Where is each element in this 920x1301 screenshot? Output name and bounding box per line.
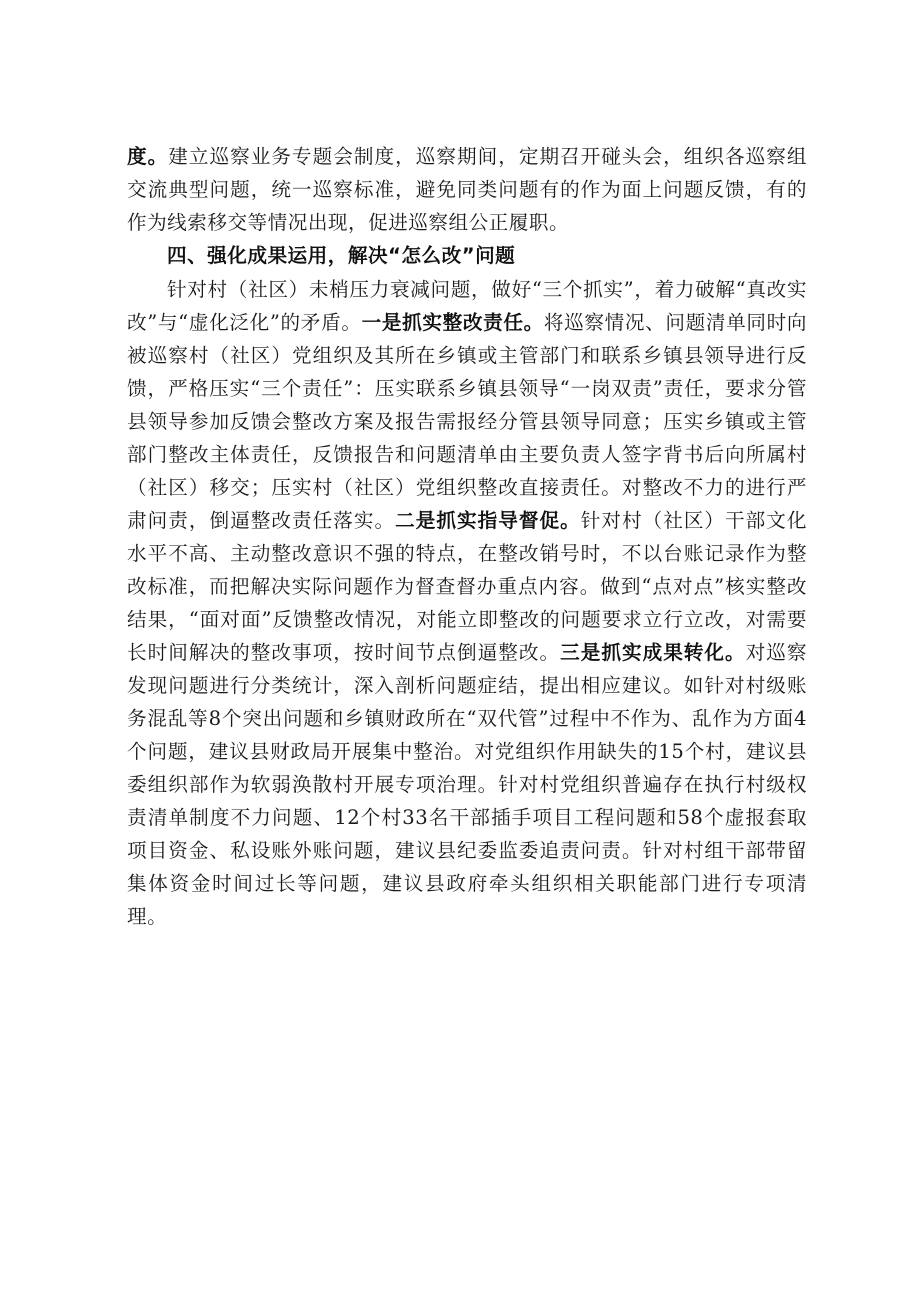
paragraph-lead-bold: 度。 bbox=[127, 145, 169, 168]
point-3-text: 对巡察发现问题进行分类统计，深入剖析问题症结，提出相应建议。如针对村级账务混乱等8个突出问题和乡镇财政所在“双代管”过程中不作为、乱作为方面4个问题，建议县财政局开展集中整治。对党组织作用缺失的15个村，建议县委组织部作为软弱涣散村开展专项治理。针对村党组织普遍存在执行村级权责清单制度不力问题、12个村33名干部插手项目工程问题和58个虚报套取项目资金、私设账外账问题，建议县纪委监委追责问责。针对村组干部带留集体资金时间过长等问题，建议县政府牵头组织相关职能部门进行专项清理。 bbox=[127, 641, 808, 928]
paragraph-body bbox=[127, 273, 807, 933]
point-2-text: 针对村（社区）干部文化水平不高、主动整改意识不强的特点，在整改销号时，不以台账记录作为整改标准，而把解决实际问题作为督查督办重点内容。做到“点对点”核实整改结果，“面对面”反馈整改情况，对能立即整改的问题要求立行立改，对需要长时间解决的整改事项，按时间节点倒逼整改。 bbox=[127, 509, 808, 664]
document-body bbox=[127, 140, 807, 933]
point-1-text: 将巡察情况、问题清单同时向被巡察村（社区）党组织及其所在乡镇或主管部门和联系乡镇县领导进行反馈，严格压实“三个责任”：压实联系乡镇县领导“一岗双责”责任，要求分管县领导参加反馈会整改方案及报告需报经分管县领导同意；压实乡镇或主管部门整改主体责任，反馈报告和问题清单由主要负责人签字背书后向所属村（社区）移交；压实村（社区）党组织整改直接责任。对整改不力的进行严肃问责，倒逼整改责任落实。 bbox=[127, 311, 808, 532]
paragraph-intro: 针对村（社区）未梢压力衰减问题，做好“三个抓实”，着力破解“真改实改”与“虚化泛化”的矛盾。 bbox=[127, 278, 807, 334]
paragraph-text: 建立巡察业务专题会制度，巡察期间，定期召开碰头会，组织各巡察组交流典型问题，统一巡察标准，避免同类问题有的作为面上问题反馈，有的作为线索移交等情况出现，促进巡察组公正履职。 bbox=[127, 145, 808, 234]
section-heading: 四、强化成果运用，解决“怎么改”问题 bbox=[167, 244, 516, 267]
point-2-title: 二是抓实指导督促。 bbox=[395, 509, 581, 532]
paragraph-continuation bbox=[127, 140, 807, 239]
point-3-title: 三是抓实成果转化。 bbox=[560, 641, 746, 664]
point-1-title: 一是抓实整改责任。 bbox=[361, 311, 544, 334]
